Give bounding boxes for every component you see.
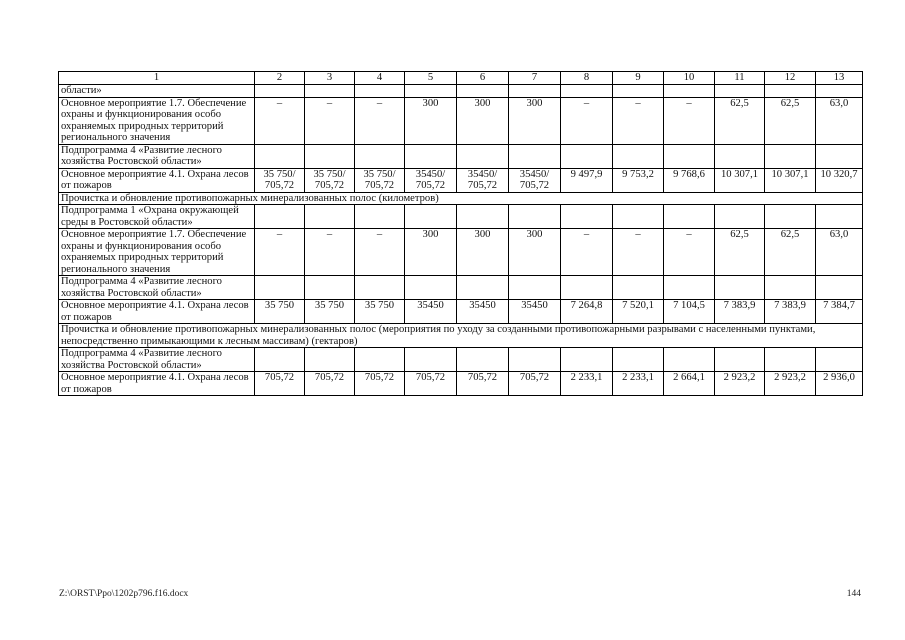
table-row: [59, 85, 863, 98]
value-cell: [561, 348, 613, 372]
value-cell: 300: [405, 229, 457, 276]
header-cell: 1: [59, 72, 255, 85]
header-cell: 9: [613, 72, 664, 85]
section-title: Прочистка и обновление противопожарных минерализованных полос (километров): [59, 192, 863, 205]
value-cell: 62,5: [765, 229, 816, 276]
value-cell: 35450/ 705,72: [405, 168, 457, 192]
value-cell: [405, 205, 457, 229]
value-cell: [613, 348, 664, 372]
value-cell: [664, 144, 715, 168]
value-cell: 2 233,1: [613, 372, 664, 396]
value-cell: –: [561, 97, 613, 144]
value-cell: 300: [509, 229, 561, 276]
value-cell: 2 923,2: [715, 372, 765, 396]
value-cell: 35450: [405, 300, 457, 324]
value-cell: 10 307,1: [765, 168, 816, 192]
value-cell: [664, 276, 715, 300]
header-cell: 12: [765, 72, 816, 85]
value-cell: 62,5: [765, 97, 816, 144]
value-cell: [255, 144, 305, 168]
value-cell: [457, 144, 509, 168]
value-cell: 705,72: [305, 372, 355, 396]
value-cell: –: [255, 97, 305, 144]
value-cell: [457, 276, 509, 300]
value-cell: [509, 348, 561, 372]
value-cell: 35450/ 705,72: [457, 168, 509, 192]
value-cell: [561, 205, 613, 229]
value-cell: 7 383,9: [715, 300, 765, 324]
value-cell: [561, 276, 613, 300]
value-cell: [715, 348, 765, 372]
value-cell: 300: [457, 229, 509, 276]
header-cell: 13: [816, 72, 863, 85]
value-cell: [715, 144, 765, 168]
header-cell: 5: [405, 72, 457, 85]
header-cell: 8: [561, 72, 613, 85]
value-cell: [509, 144, 561, 168]
value-cell: 35 750: [305, 300, 355, 324]
table-row: [59, 348, 863, 372]
value-cell: 300: [457, 97, 509, 144]
value-cell: [664, 348, 715, 372]
value-cell: 705,72: [255, 372, 305, 396]
value-cell: 2 923,2: [765, 372, 816, 396]
value-cell: [613, 205, 664, 229]
value-cell: [405, 144, 457, 168]
value-cell: –: [613, 229, 664, 276]
value-cell: 35 750: [255, 300, 305, 324]
header-row: [59, 72, 863, 85]
table-row: [59, 205, 863, 229]
value-cell: 35450: [509, 300, 561, 324]
value-cell: [355, 85, 405, 98]
table-row: [59, 276, 863, 300]
value-cell: –: [355, 229, 405, 276]
value-cell: [305, 205, 355, 229]
value-cell: [613, 85, 664, 98]
value-cell: [305, 276, 355, 300]
value-cell: [816, 205, 863, 229]
data-table: [58, 71, 863, 396]
row-label: Основное мероприятие 1.7. Обеспечение охраны и функционирования особо охраняемых природных территорий регионального значения: [59, 229, 255, 276]
value-cell: 705,72: [457, 372, 509, 396]
value-cell: 10 307,1: [715, 168, 765, 192]
row-label: Подпрограмма 4 «Развитие лесного хозяйства Ростовской области»: [59, 348, 255, 372]
value-cell: 10 320,7: [816, 168, 863, 192]
value-cell: [405, 348, 457, 372]
value-cell: –: [305, 97, 355, 144]
value-cell: 705,72: [355, 372, 405, 396]
header-cell: 10: [664, 72, 715, 85]
value-cell: [457, 205, 509, 229]
value-cell: 7 264,8: [561, 300, 613, 324]
section-title-row: [59, 192, 863, 205]
value-cell: 7 383,9: [765, 300, 816, 324]
value-cell: 35450/ 705,72: [509, 168, 561, 192]
value-cell: 63,0: [816, 229, 863, 276]
value-cell: [457, 348, 509, 372]
value-cell: 62,5: [715, 229, 765, 276]
value-cell: [765, 144, 816, 168]
table-row: [59, 168, 863, 192]
value-cell: 2 664,1: [664, 372, 715, 396]
value-cell: 9 768,6: [664, 168, 715, 192]
value-cell: [561, 144, 613, 168]
value-cell: 7 384,7: [816, 300, 863, 324]
value-cell: 63,0: [816, 97, 863, 144]
value-cell: 35 750/ 705,72: [355, 168, 405, 192]
value-cell: 9 497,9: [561, 168, 613, 192]
value-cell: [305, 85, 355, 98]
row-label: Основное мероприятие 4.1. Охрана лесов от пожаров: [59, 372, 255, 396]
value-cell: [816, 348, 863, 372]
table-row: [59, 372, 863, 396]
value-cell: [255, 276, 305, 300]
value-cell: –: [613, 97, 664, 144]
value-cell: [405, 85, 457, 98]
value-cell: [457, 85, 509, 98]
value-cell: 2 233,1: [561, 372, 613, 396]
value-cell: [305, 144, 355, 168]
header-cell: 2: [255, 72, 305, 85]
header-cell: 6: [457, 72, 509, 85]
value-cell: [715, 85, 765, 98]
header-cell: 3: [305, 72, 355, 85]
row-label: области»: [59, 85, 255, 98]
value-cell: [816, 144, 863, 168]
table-row: [59, 300, 863, 324]
header-cell: 7: [509, 72, 561, 85]
value-cell: [664, 85, 715, 98]
row-label: Подпрограмма 4 «Развитие лесного хозяйства Ростовской области»: [59, 144, 255, 168]
table-row: [59, 144, 863, 168]
value-cell: [509, 276, 561, 300]
value-cell: [664, 205, 715, 229]
value-cell: [509, 205, 561, 229]
value-cell: [305, 348, 355, 372]
row-label: Основное мероприятие 1.7. Обеспечение охраны и функционирования особо охраняемых природных территорий регионального значения: [59, 97, 255, 144]
row-label: Подпрограмма 1 «Охрана окружающей среды в Ростовской области»: [59, 205, 255, 229]
value-cell: 9 753,2: [613, 168, 664, 192]
section-title: Прочистка и обновление противопожарных минерализованных полос (мероприятия по уходу за созданными противопожарными разрывами с населенными пунктами, непосредственно примыкающими к лесным массивам) (гектаров): [59, 324, 863, 348]
value-cell: 705,72: [509, 372, 561, 396]
value-cell: [355, 144, 405, 168]
value-cell: –: [355, 97, 405, 144]
value-cell: 35 750/ 705,72: [305, 168, 355, 192]
value-cell: [715, 205, 765, 229]
value-cell: [561, 85, 613, 98]
value-cell: [355, 276, 405, 300]
value-cell: 35 750/ 705,72: [255, 168, 305, 192]
value-cell: –: [664, 229, 715, 276]
section-title-row: [59, 324, 863, 348]
value-cell: [816, 85, 863, 98]
table-row: [59, 97, 863, 144]
value-cell: –: [255, 229, 305, 276]
value-cell: [355, 348, 405, 372]
value-cell: –: [664, 97, 715, 144]
value-cell: 62,5: [715, 97, 765, 144]
value-cell: –: [561, 229, 613, 276]
value-cell: [509, 85, 561, 98]
value-cell: –: [305, 229, 355, 276]
value-cell: [405, 276, 457, 300]
value-cell: 35 750: [355, 300, 405, 324]
row-label: Основное мероприятие 4.1. Охрана лесов от пожаров: [59, 168, 255, 192]
value-cell: 705,72: [405, 372, 457, 396]
value-cell: 7 520,1: [613, 300, 664, 324]
value-cell: [255, 205, 305, 229]
value-cell: [613, 144, 664, 168]
value-cell: [715, 276, 765, 300]
value-cell: 300: [509, 97, 561, 144]
value-cell: [816, 276, 863, 300]
value-cell: 300: [405, 97, 457, 144]
table-row: [59, 229, 863, 276]
footer-page-number: 144: [846, 589, 861, 599]
value-cell: 7 104,5: [664, 300, 715, 324]
row-label: Основное мероприятие 4.1. Охрана лесов от пожаров: [59, 300, 255, 324]
value-cell: [765, 276, 816, 300]
value-cell: 35450: [457, 300, 509, 324]
value-cell: [765, 205, 816, 229]
value-cell: [613, 276, 664, 300]
value-cell: [255, 348, 305, 372]
row-label: Подпрограмма 4 «Развитие лесного хозяйства Ростовской области»: [59, 276, 255, 300]
value-cell: [255, 85, 305, 98]
footer-file-path: Z:\ORST\Ppo\1202p796.f16.docx: [59, 589, 189, 599]
value-cell: [765, 85, 816, 98]
value-cell: 2 936,0: [816, 372, 863, 396]
value-cell: [765, 348, 816, 372]
value-cell: [355, 205, 405, 229]
header-cell: 11: [715, 72, 765, 85]
header-cell: 4: [355, 72, 405, 85]
